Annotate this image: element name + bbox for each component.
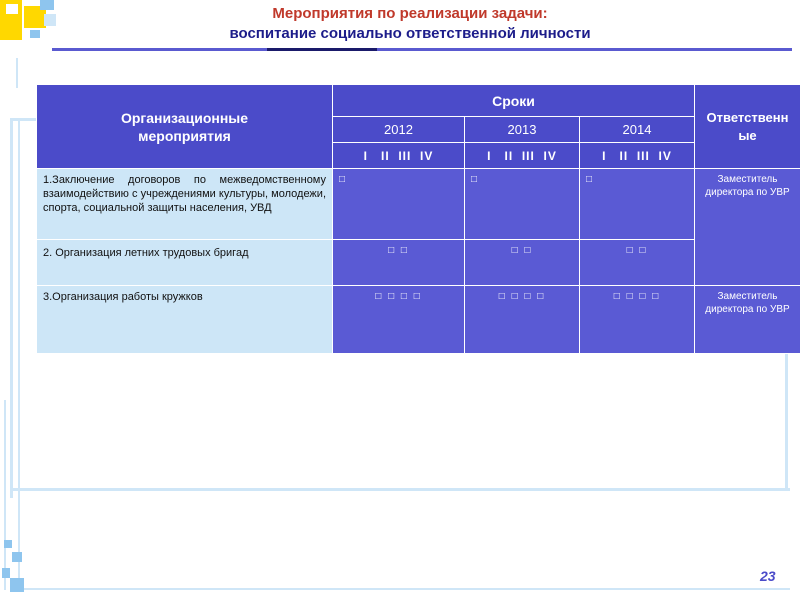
decor-line bbox=[18, 118, 20, 588]
table-row bbox=[37, 169, 800, 239]
schedule-cell-2012: □ bbox=[333, 169, 465, 239]
activities-table bbox=[36, 84, 800, 354]
decor-square-blue bbox=[40, 0, 54, 10]
schedule-cell-2012: □ □ bbox=[333, 239, 465, 285]
table-row bbox=[37, 285, 800, 353]
schedule-cell-2013: □ bbox=[465, 169, 580, 239]
header-responsible: Ответственные bbox=[695, 85, 800, 169]
decor-square-blue bbox=[2, 568, 10, 578]
activity-cell: 3.Организация работы кружков bbox=[37, 285, 333, 353]
activity-cell: 2. Организация летних трудовых бригад bbox=[37, 239, 333, 285]
schedule-cell-2014: □ □ bbox=[580, 239, 695, 285]
schedule-cell-2013: □ □ bbox=[465, 239, 580, 285]
title-line-2: воспитание социально ответственной личности bbox=[229, 25, 591, 42]
decor-square-blue bbox=[4, 540, 12, 548]
schedule-cell-2012: □ □ □ □ bbox=[333, 285, 465, 353]
schedule-cell-2014: □ □ □ □ bbox=[580, 285, 695, 353]
schedule-cell-2013: □ □ □ □ bbox=[465, 285, 580, 353]
header-quarters-2013: I II III IV bbox=[465, 143, 580, 169]
activity-cell: 1.Заключение договоров по межведомственному взаимодействию с учреждениями культуры, молодежи, спорта, социальной защиты населения, УВД bbox=[37, 169, 333, 239]
page-number: 23 bbox=[760, 568, 776, 584]
decor-line bbox=[4, 400, 6, 590]
header-quarters-2014: I II III IV bbox=[580, 143, 695, 169]
decor-square-blue bbox=[30, 30, 40, 38]
decor-line bbox=[10, 488, 790, 491]
decor-square-white bbox=[6, 4, 18, 14]
decor-square-blue bbox=[44, 14, 56, 26]
header-quarters-2012: I II III IV bbox=[333, 143, 465, 169]
title-line-1: Мероприятия по реализации задачи: bbox=[272, 5, 548, 22]
header-org: Организационные мероприятия bbox=[37, 85, 333, 169]
decor-square-blue bbox=[12, 552, 22, 562]
schedule-cell-2014: □ bbox=[580, 169, 695, 239]
header-year-2013: 2013 bbox=[465, 117, 580, 143]
responsible-cell: Заместитель директора по УВР bbox=[695, 169, 800, 285]
header-year-2014: 2014 bbox=[580, 117, 695, 143]
title-underline bbox=[52, 48, 792, 51]
table-row bbox=[37, 239, 800, 285]
decor-square-blue bbox=[10, 578, 24, 592]
page-title bbox=[140, 4, 680, 44]
header-year-2012: 2012 bbox=[333, 117, 465, 143]
responsible-cell: Заместитель директора по УВР bbox=[695, 285, 800, 353]
header-terms: Сроки bbox=[333, 85, 695, 117]
decor-line bbox=[16, 58, 18, 88]
decor-line bbox=[10, 118, 13, 498]
decor-line bbox=[24, 588, 790, 590]
